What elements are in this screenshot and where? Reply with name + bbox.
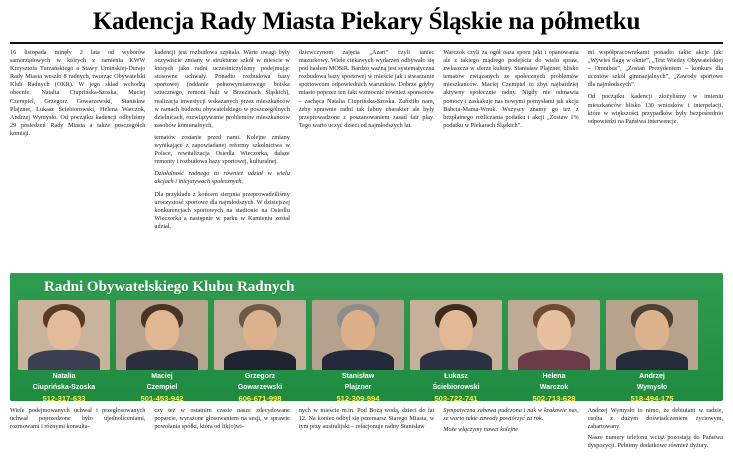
- avatar-body: [126, 350, 198, 370]
- article-columns: [10, 49, 723, 267]
- member-card[interactable]: [410, 300, 502, 401]
- article-column-4: [443, 49, 578, 267]
- member-card[interactable]: [18, 300, 110, 401]
- article-column-2: [154, 49, 289, 267]
- avatar-face: [47, 310, 81, 350]
- avatar: [606, 300, 698, 370]
- paragraph: 16 listopada minęły 2 lata od wyborów samorządowych w których z ramienia KWW Krzysztofa Turzańskiego a Stawy Umińskiej-Durajo Rady Miasta weszło 8 radnych, tworząc Obywatelski Klub Radnych (OKR). W jego skład wchodzą obecnie: Natalia Ciuprińska-Szoska, Maciej Czempiel, Grzegorz Gowarzewski, Stanisław Plajzner, Łukasz Ściebiorowski, Helena Warczok, Andrzej Wymysło. Od początku kadencji odbyliśmy 29 posiedzeń Rady Miasta a także posczegółch komisji.: [10, 49, 146, 137]
- member-name-line2: Czempiel: [146, 384, 178, 392]
- avatar: [410, 300, 502, 370]
- member-name-line2: Gowarzewski: [237, 384, 283, 392]
- member-name-line1: Grzegorz: [244, 373, 276, 380]
- paragraph: czy też w ostatnim czasie nasze zdecydowane poparcie, wyrażone głosowaniem na sesji, w sprawie powołania spółki, która od lik(o)wi-: [154, 407, 290, 431]
- member-name-line1: Łukasz: [444, 373, 468, 380]
- avatar: [116, 300, 208, 370]
- paragraph: Dla przykładu z końcem sierpnia przeprowadziliśmy uroczystość sportowe dla najmłodszych. W dzisiejszej konkurencjach sportowych na stadionie na Osiedlu Wieczorka a następnie w parku w Kamieniu został udział.: [154, 190, 290, 230]
- member-name-line1: Stanisław: [341, 373, 375, 380]
- paragraph: kadencji jest rozbudowa szpitala. Warte uwagi były oczywiście zmiany w strukturze szkół w mieście w których jako radni uczestniczyliśmy podejmując stosowne uchwały. Ponadto rozbudowa bazy sportowej (oddanie pełnowymiarowego boiska sztucznego, remont hali w Brzezinach Śląskich), realizacja inwestycji wskazanych przez mieszkańców w ramach budżetu obywatelskiego w poszczególnych dzielnicach, rozwiązywanie problemów mieszkańców zasobów komunalnych,: [154, 49, 290, 129]
- avatar-face: [145, 310, 179, 350]
- member-phone[interactable]: 502-713-628: [532, 393, 576, 401]
- member-name-line1: Helena: [542, 373, 566, 380]
- paragraph: Nasze numery telefonu wciąż pozostają do Państwa dyspozycji. Pełnimy dodatkowe również dyżury.: [587, 434, 723, 450]
- avatar-face: [341, 310, 375, 350]
- member-name-line2: Ściebiorowski: [432, 384, 480, 392]
- paragraph: Może włączymy nawet kolejne: [443, 426, 518, 434]
- member-name-line2: Wymysło: [636, 384, 668, 392]
- members-list: [18, 300, 715, 401]
- member-card[interactable]: [116, 300, 208, 401]
- paragraph: Wiele podejmowanych uchwał i przegłosowanych uchwał poprzedzone było ujednoliceniami, rozmowami i różnymi konsulta-: [10, 407, 146, 431]
- member-name-line1: Maciej: [151, 373, 173, 380]
- avatar: [312, 300, 404, 370]
- avatar-body: [322, 350, 394, 370]
- avatar-face: [635, 310, 669, 350]
- avatar-body: [420, 350, 492, 370]
- member-name-line2: Plajzner: [344, 384, 372, 392]
- member-name-line2: Warczok: [539, 384, 569, 392]
- title-divider: [10, 42, 723, 44]
- member-phone[interactable]: 606-671-998: [238, 393, 282, 401]
- member-phone[interactable]: 518-494-175: [630, 393, 674, 401]
- article-column-3: [299, 49, 434, 267]
- avatar: [18, 300, 110, 370]
- avatar-face: [439, 310, 473, 350]
- paragraph: tematów zostanie przed nami. Kolejne zmiany wynikające z zapowiadanej reformy szkolnictwa w Polsce, rewitalizacja Osiedla Wieczorka, dalsze remonty i rozbudowa bazy sportowej, kulturalnej.: [154, 133, 290, 166]
- paragraph: dziewczynom zajęcia „Azari” czyli taniec mazurkowy. Wiele ciekawych wydarzeń odbywało się pod hasłem MOSiR. Bardzo ważną jest systematyczna rozbudowa bazy sportowej w mieście jak i stwarzanie sportowcom odpowiednich warunków. Dobrze gdyby miasto poprzez ten fakt wzmocnić również sponsorów – zachęca Natalia Ciuprińska-Szoska. Założiło nam, żeby sprawnie radni tak lubny charakter ale były przeprowadzone z poszanowaniem zasad fair play. Tego warto uczyć dzieci od najmłodszych lat.: [298, 49, 435, 129]
- member-name-line1: Andrzej: [639, 373, 665, 380]
- avatar-body: [224, 350, 296, 370]
- member-phone[interactable]: 512-309-594: [336, 393, 380, 401]
- paragraph: Od początku kadencji złożyliśmy w imieniu mieszkańców blisko 130 wniosków i interpelacji, które w większości przypadków były bezpośrednio odpowiedzi na Państwa interwencje.: [587, 93, 723, 125]
- avatar-face: [243, 310, 277, 350]
- paragraph: Warczok czyli za ogół oaza sporu jaki i opanowania ale z takiego mądrego podejścia do wielu spraw, zwłaszcza w sferze kultury. Stanisław Plajzner, blisko tematów związanych ze społecznych problemów mieszkańców. Maciej Czempiel to zbyt najbardziej aktywny społecznie radny. Nigdy nie odmawia pomocy i zaskakuje nas nowymi pomysłami jak akcja Babcia-Mama-Wnuk. Wszyscy znamy go też z bezpłatnego rozliczania podatku i akcji „Zostaw 1% podatku w Piekarach Śląskich”.: [443, 49, 579, 129]
- member-card[interactable]: [312, 300, 404, 401]
- avatar-body: [518, 350, 590, 370]
- article-column-1: [10, 49, 145, 267]
- paragraph: Działalność radnego to również udział w wielu akcjach i inicjatywach społecznych.: [154, 170, 290, 186]
- paragraph: mi współpracownikami ponadto takie akcje jak: „Wywieś flagę w oknie”, „Test Wiedzy Obywatelskiej – Omnibus”, „Zostań Prezydentem – konkurs dla uczniów szkół gimnazjalnych”, „Zawody sportowe dla najmłodszych”.: [587, 49, 723, 89]
- paragraph: nych w mieście m.in. Pod Bożą wodą, dzieci do lat 12. Na koniec odbył się przemarsz Starego Miasta, w tym przy australijski – relacjonuje radny Stanisław: [298, 407, 435, 431]
- paragraph: Sympatyczna zabawa pudczona i nuk w krakowie nas, ze warto takie zawody powtórzyć za rok.: [443, 407, 579, 423]
- article-column-5: [588, 49, 723, 267]
- avatar: [508, 300, 600, 370]
- member-phone[interactable]: 512-317-633: [42, 393, 86, 401]
- member-card[interactable]: [508, 300, 600, 401]
- member-phone[interactable]: 503-722-741: [434, 393, 478, 401]
- paragraph: Andrzej Wymysło to nimo, że debiutant w radzie, osoba z dużym doświadczeniem życiowym, zahartowany: [587, 407, 723, 431]
- avatar-body: [28, 350, 100, 370]
- member-phone[interactable]: 501-453-942: [140, 393, 184, 401]
- avatar-face: [537, 310, 571, 350]
- member-name-line1: Natalia: [52, 373, 76, 380]
- member-card[interactable]: [214, 300, 306, 401]
- member-card[interactable]: [606, 300, 698, 401]
- page-title: Kadencja Rady Miasta Piekary Śląskie na półmetku: [92, 8, 641, 35]
- panel-title: Radni Obywatelskiego Klubu Radnych: [44, 279, 295, 295]
- avatar: [214, 300, 306, 370]
- member-name-line2: Ciuprińska-Szoska: [32, 384, 96, 392]
- avatar-body: [616, 350, 688, 370]
- council-members-panel: [10, 273, 723, 401]
